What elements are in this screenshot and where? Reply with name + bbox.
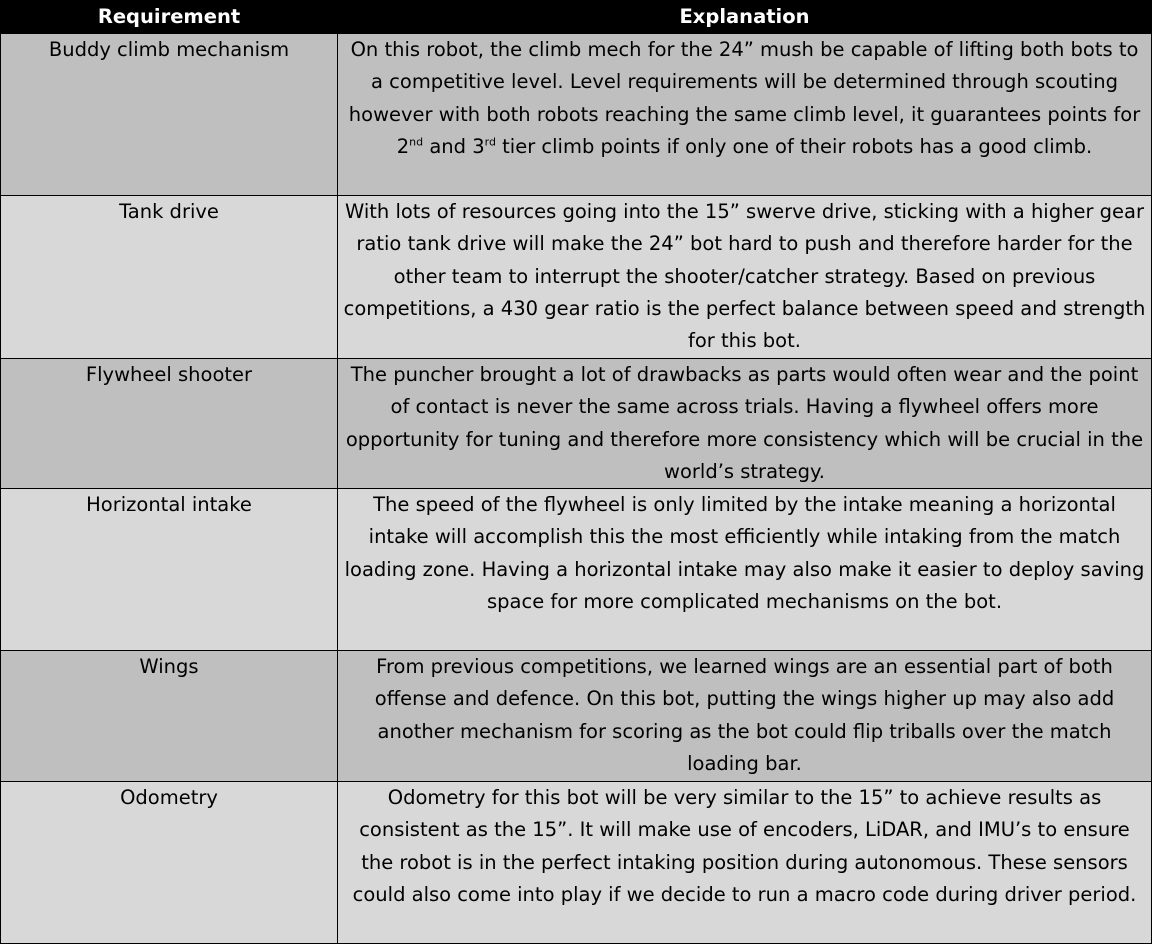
requirement-cell: Horizontal intake [1,489,338,651]
requirement-cell: Buddy climb mechanism [1,34,338,196]
explanation-cell: The puncher brought a lot of drawbacks as parts would often wear and the point of contact is never the same across trials. Having a flywheel offers more opportunity for tuning and therefore more consistency which will be crucial in the world’s strategy. [338,359,1152,489]
table-row [1,782,1152,944]
explanation-cell: Odometry for this bot will be very similar to the 15” to achieve results as consistent as the 15”. It will make use of encoders, LiDAR, and IMU’s to ensure the robot is in the perfect intaking position during autonomous. These sensors could also come into play if we decide to run a macro code during driver period. [338,782,1152,944]
header-requirement: Requirement [1,1,338,34]
requirement-cell: Odometry [1,782,338,944]
explanation-cell: The speed of the flywheel is only limited by the intake meaning a horizontal intake will accomplish this the most efficiently while intaking from the match loading zone. Having a horizontal intake may also make it easier to deploy saving space for more complicated mechanisms on the bot. [338,489,1152,651]
table-row [1,34,1152,196]
explanation-cell: From previous competitions, we learned wings are an essential part of both offense and defence. On this bot, putting the wings higher up may also add another mechanism for scoring as the bot could flip triballs over the match loading bar. [338,651,1152,782]
ordinal-suffix: rd [484,135,496,149]
explanation-text: tier climb points if only one of their robots has a good climb. [495,134,1093,158]
header-explanation: Explanation [338,1,1152,34]
explanation-cell [338,34,1152,196]
explanation-text: and 3 [423,134,485,158]
table-row [1,359,1152,489]
explanation-cell: With lots of resources going into the 15” swerve drive, sticking with a higher gear ratio tank drive will make the 24” bot hard to push and therefore harder for the other team to interrupt the shooter/catcher strategy. Based on previous competitions, a 430 gear ratio is the perfect balance between speed and strength for this bot. [338,196,1152,359]
explanation-text: On this robot, the climb mech for the 24” mush be capable of lifting both bots to a competitive level. Level requirements will be determined through scouting however with both robots reaching the same climb level, it guarantees points for 2 [348,38,1141,158]
table-row [1,651,1152,782]
table-row [1,196,1152,359]
table-row [1,489,1152,651]
requirement-cell: Wings [1,651,338,782]
table-header-row [1,1,1152,34]
ordinal-suffix: nd [409,135,424,149]
requirement-cell: Tank drive [1,196,338,359]
table-body [1,34,1152,944]
requirement-cell: Flywheel shooter [1,359,338,489]
